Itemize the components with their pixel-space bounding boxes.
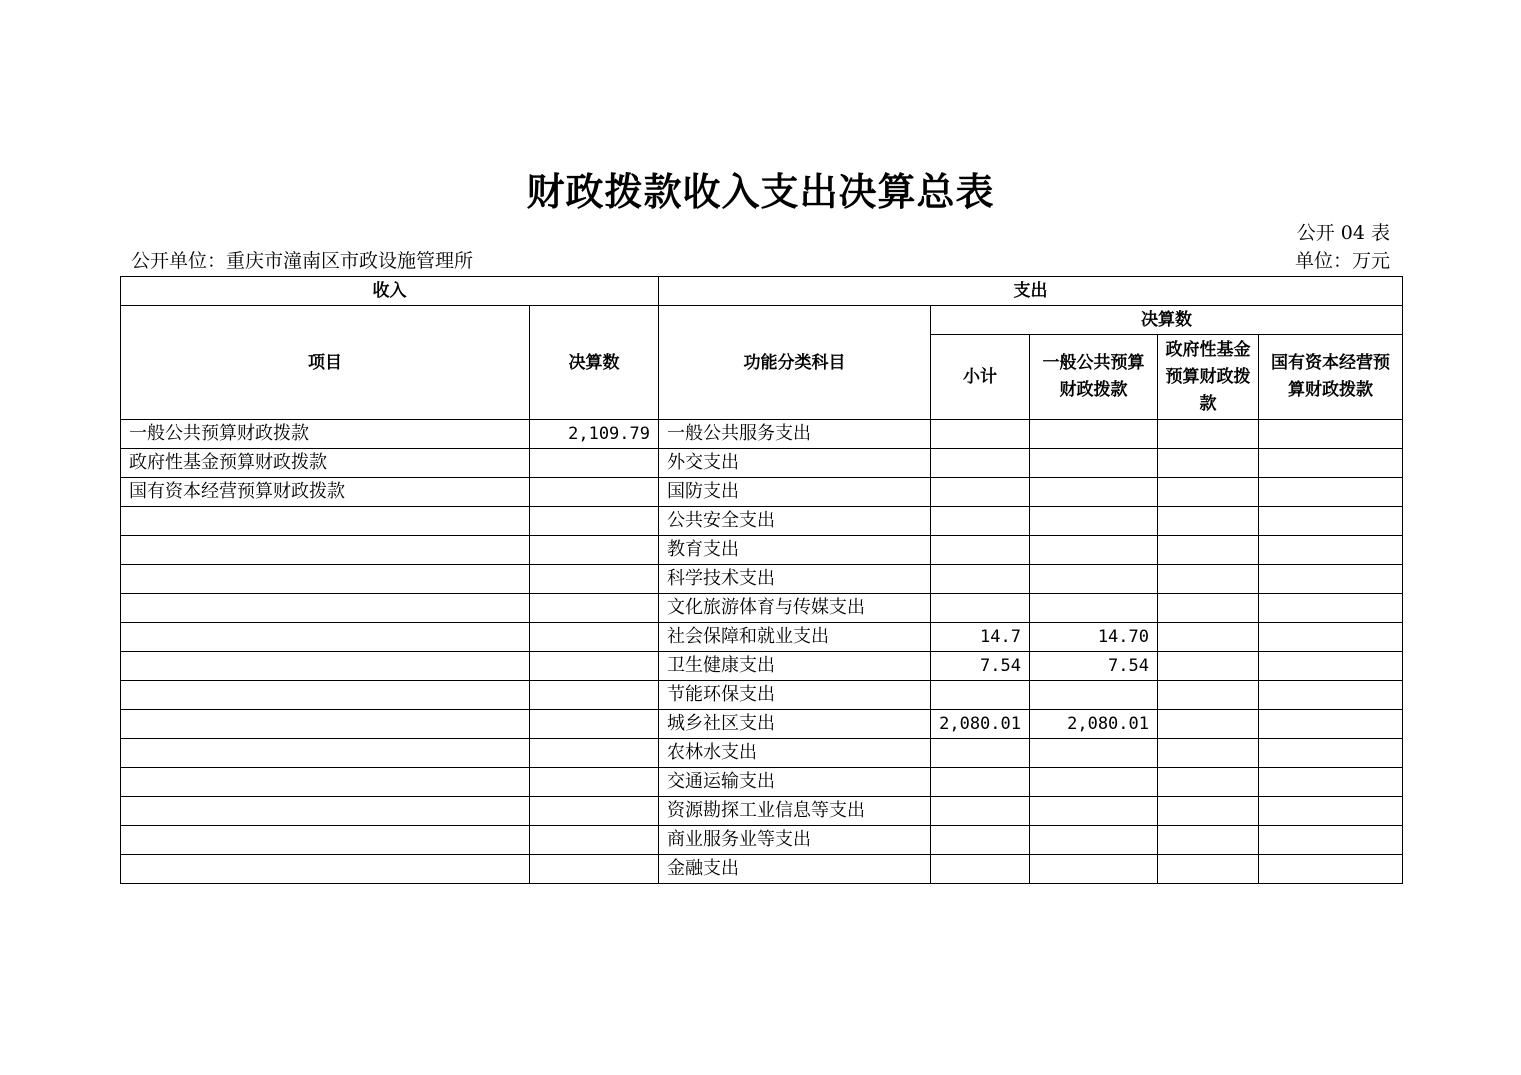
income-item-cell [121, 594, 530, 623]
currency-unit: 单位：万元 [1294, 250, 1390, 272]
gov-fund-cell [1158, 797, 1259, 826]
gov-fund-cell [1158, 652, 1259, 681]
category-cell: 社会保障和就业支出 [659, 623, 931, 652]
amount-header: 决算数 [530, 306, 659, 420]
gov-fund-cell [1158, 507, 1259, 536]
general-budget-cell [1030, 681, 1158, 710]
category-cell: 城乡社区支出 [659, 710, 931, 739]
income-amount-cell [530, 565, 659, 594]
subtotal-header: 小计 [931, 335, 1030, 420]
category-cell: 一般公共服务支出 [659, 420, 931, 449]
subtotal-cell [931, 449, 1030, 478]
income-item-cell [121, 565, 530, 594]
state-capital-cell [1259, 536, 1403, 565]
subtotal-cell [931, 507, 1030, 536]
subtotal-cell [931, 565, 1030, 594]
state-capital-cell [1259, 420, 1403, 449]
category-cell: 交通运输支出 [659, 768, 931, 797]
subtotal-cell [931, 420, 1030, 449]
general-budget-cell: 7.54 [1030, 652, 1158, 681]
table-row [121, 652, 1403, 681]
state-capital-cell [1259, 652, 1403, 681]
income-item-cell [121, 797, 530, 826]
table-row [121, 855, 1403, 884]
state-capital-cell [1259, 449, 1403, 478]
gov-fund-cell [1158, 826, 1259, 855]
state-capital-cell [1259, 797, 1403, 826]
gov-fund-cell [1158, 710, 1259, 739]
table-row [121, 623, 1403, 652]
income-item-cell [121, 710, 530, 739]
subtotal-cell: 7.54 [931, 652, 1030, 681]
general-budget-cell [1030, 536, 1158, 565]
category-cell: 国防支出 [659, 478, 931, 507]
table-row [121, 507, 1403, 536]
category-cell: 外交支出 [659, 449, 931, 478]
subtotal-cell [931, 739, 1030, 768]
income-amount-cell [530, 797, 659, 826]
income-amount-cell [530, 536, 659, 565]
gov-fund-cell [1158, 855, 1259, 884]
state-capital-cell [1259, 826, 1403, 855]
gov-fund-cell [1158, 565, 1259, 594]
general-budget-cell: 2,080.01 [1030, 710, 1158, 739]
category-cell: 农林水支出 [659, 739, 931, 768]
income-item-cell: 政府性基金预算财政拨款 [121, 449, 530, 478]
subtotal-cell: 14.7 [931, 623, 1030, 652]
gov-fund-cell [1158, 420, 1259, 449]
income-item-cell [121, 855, 530, 884]
gov-fund-cell [1158, 536, 1259, 565]
table-row [121, 797, 1403, 826]
general-budget-cell [1030, 826, 1158, 855]
gov-fund-cell [1158, 449, 1259, 478]
income-item-cell [121, 507, 530, 536]
income-amount-cell [530, 623, 659, 652]
header-row-2 [121, 306, 1403, 335]
income-item-cell [121, 536, 530, 565]
page-title: 财政拨款收入支出决算总表 [526, 169, 995, 214]
general-budget-cell [1030, 565, 1158, 594]
state-capital-cell [1259, 478, 1403, 507]
general-budget-header: 一般公共预算财政拨款 [1030, 335, 1158, 420]
general-budget-cell [1030, 420, 1158, 449]
gov-fund-cell [1158, 594, 1259, 623]
table-row [121, 768, 1403, 797]
gov-fund-cell [1158, 681, 1259, 710]
income-amount-cell [530, 855, 659, 884]
category-cell: 资源勘探工业信息等支出 [659, 797, 931, 826]
state-capital-cell [1259, 594, 1403, 623]
category-cell: 公共安全支出 [659, 507, 931, 536]
table-row [121, 739, 1403, 768]
subtotal-cell [931, 768, 1030, 797]
subtotal-cell [931, 826, 1030, 855]
income-item-cell [121, 681, 530, 710]
income-item-cell [121, 739, 530, 768]
state-capital-cell [1259, 855, 1403, 884]
category-cell: 金融支出 [659, 855, 931, 884]
table-row [121, 681, 1403, 710]
subtotal-cell [931, 478, 1030, 507]
table-row [121, 420, 1403, 449]
category-cell: 教育支出 [659, 536, 931, 565]
income-amount-cell: 2,109.79 [530, 420, 659, 449]
state-capital-header: 国有资本经营预算财政拨款 [1259, 335, 1403, 420]
income-amount-cell [530, 826, 659, 855]
table-row [121, 594, 1403, 623]
general-budget-cell [1030, 449, 1158, 478]
category-cell: 文化旅游体育与传媒支出 [659, 594, 931, 623]
income-item-cell [121, 768, 530, 797]
gov-fund-header: 政府性基金预算财政拨款 [1158, 335, 1259, 420]
income-item-cell [121, 623, 530, 652]
state-capital-cell [1259, 739, 1403, 768]
unit-row [131, 248, 1390, 274]
state-capital-cell [1259, 623, 1403, 652]
income-item-cell: 一般公共预算财政拨款 [121, 420, 530, 449]
category-header: 功能分类科目 [659, 306, 931, 420]
category-cell: 科学技术支出 [659, 565, 931, 594]
income-item-cell [121, 652, 530, 681]
subtotal-cell: 2,080.01 [931, 710, 1030, 739]
state-capital-cell [1259, 507, 1403, 536]
subtotal-cell [931, 594, 1030, 623]
income-amount-cell [530, 710, 659, 739]
gov-fund-cell [1158, 739, 1259, 768]
table-row [121, 536, 1403, 565]
budget-table [120, 276, 1403, 884]
general-budget-cell [1030, 507, 1158, 536]
general-budget-cell [1030, 594, 1158, 623]
income-amount-cell [530, 449, 659, 478]
table-row [121, 478, 1403, 507]
category-cell: 卫生健康支出 [659, 652, 931, 681]
income-amount-cell [530, 594, 659, 623]
table-number: 公开 04 表 [1296, 222, 1390, 244]
table-row [121, 710, 1403, 739]
income-amount-cell [530, 478, 659, 507]
general-budget-cell: 14.70 [1030, 623, 1158, 652]
header-row-1 [121, 277, 1403, 306]
income-amount-cell [530, 739, 659, 768]
state-capital-cell [1259, 768, 1403, 797]
gov-fund-cell [1158, 623, 1259, 652]
subtotal-cell [931, 536, 1030, 565]
state-capital-cell [1259, 565, 1403, 594]
category-cell: 节能环保支出 [659, 681, 931, 710]
general-budget-cell [1030, 768, 1158, 797]
income-header: 收入 [121, 277, 659, 306]
gov-fund-cell [1158, 768, 1259, 797]
category-cell: 商业服务业等支出 [659, 826, 931, 855]
subtotal-cell [931, 797, 1030, 826]
item-header: 项目 [121, 306, 530, 420]
table-row [121, 449, 1403, 478]
general-budget-cell [1030, 739, 1158, 768]
expense-header: 支出 [659, 277, 1403, 306]
table-row [121, 826, 1403, 855]
final-group-header: 决算数 [931, 306, 1403, 335]
subtotal-cell [931, 681, 1030, 710]
gov-fund-cell [1158, 478, 1259, 507]
income-amount-cell [530, 768, 659, 797]
subtotal-cell [931, 855, 1030, 884]
income-item-cell: 国有资本经营预算财政拨款 [121, 478, 530, 507]
table-row [121, 565, 1403, 594]
state-capital-cell [1259, 710, 1403, 739]
general-budget-cell [1030, 797, 1158, 826]
income-amount-cell [530, 652, 659, 681]
reporting-unit: 公开单位：重庆市潼南区市政设施管理所 [131, 250, 474, 272]
state-capital-cell [1259, 681, 1403, 710]
income-item-cell [121, 826, 530, 855]
income-amount-cell [530, 507, 659, 536]
general-budget-cell [1030, 855, 1158, 884]
general-budget-cell [1030, 478, 1158, 507]
income-amount-cell [530, 681, 659, 710]
